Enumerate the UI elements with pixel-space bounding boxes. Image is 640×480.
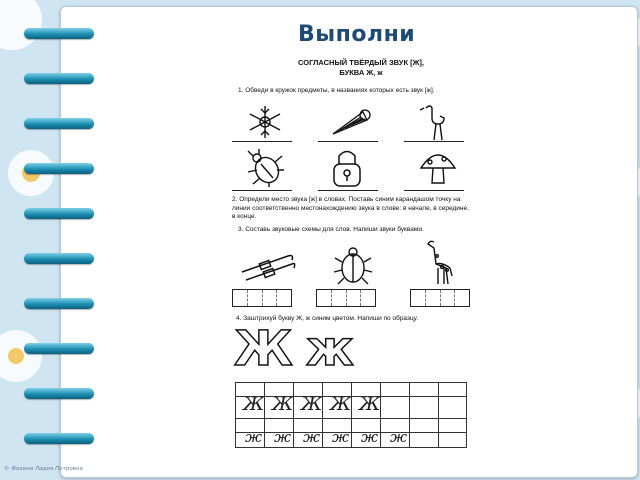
copy-grid [235, 382, 467, 448]
sample-letter-lower: ж [245, 428, 263, 446]
task-1-text: 1. Обведи в кружок предметы, в названиях которых есть звук [ж]. [238, 87, 435, 94]
task-3-text: 3. Составь звуковые схемы для слов. Напиши звуки буквами. [238, 226, 424, 233]
skis-icon [240, 250, 296, 284]
ice-cream-icon [325, 104, 371, 140]
sample-letter-lower: ж [303, 428, 321, 446]
sample-letter-lower: ж [390, 428, 408, 446]
answer-line [318, 141, 378, 142]
padlock-icon [330, 146, 364, 188]
sample-letter-upper: Ж [359, 393, 381, 415]
page-title: Выполни [298, 22, 416, 47]
sound-scheme [410, 289, 470, 307]
answer-line [318, 190, 378, 191]
mushroom-icon [418, 148, 458, 186]
sample-letter-lower: ж [361, 428, 379, 446]
sample-letter-lower: ж [274, 428, 292, 446]
sample-letter-lower: ж [332, 428, 350, 446]
sample-letter-upper: Ж [272, 393, 294, 415]
answer-line [232, 190, 292, 191]
big-letter-upper: Ж [234, 321, 293, 377]
big-letter-lower: ж [306, 321, 354, 377]
worksheet-heading-line1: СОГЛАСНЫЙ ТВЁРДЫЙ ЗВУК [Ж], [298, 58, 424, 67]
answer-line [404, 141, 464, 142]
answer-line [232, 141, 292, 142]
beetle-icon [333, 244, 373, 286]
sample-letter-upper: Ж [243, 393, 265, 415]
stork-icon [420, 102, 450, 142]
sample-letter-upper: Ж [330, 393, 352, 415]
task-2-text: 2. Определи место звука [ж] в словах. Поставь синим карандашом точку на линии соответственно местонахождению звука в слове: в начале, в середине, в конце. [232, 196, 469, 220]
task-4-text: 4. Заштрихуй букву Ж, ж синим цветом. Напиши по образцу. [236, 315, 419, 322]
worksheet-heading [276, 58, 446, 78]
worksheet-heading-line2: БУКВА Ж, ж [339, 68, 383, 77]
sound-scheme [232, 289, 292, 307]
beetle-icon [245, 148, 285, 188]
snowflake-icon [245, 104, 285, 140]
giraffe-icon [420, 238, 454, 286]
author-credit: © Фокина Лидия Петровна [4, 466, 83, 472]
answer-line [404, 190, 464, 191]
sound-scheme [316, 289, 376, 307]
sample-letter-upper: Ж [301, 393, 323, 415]
